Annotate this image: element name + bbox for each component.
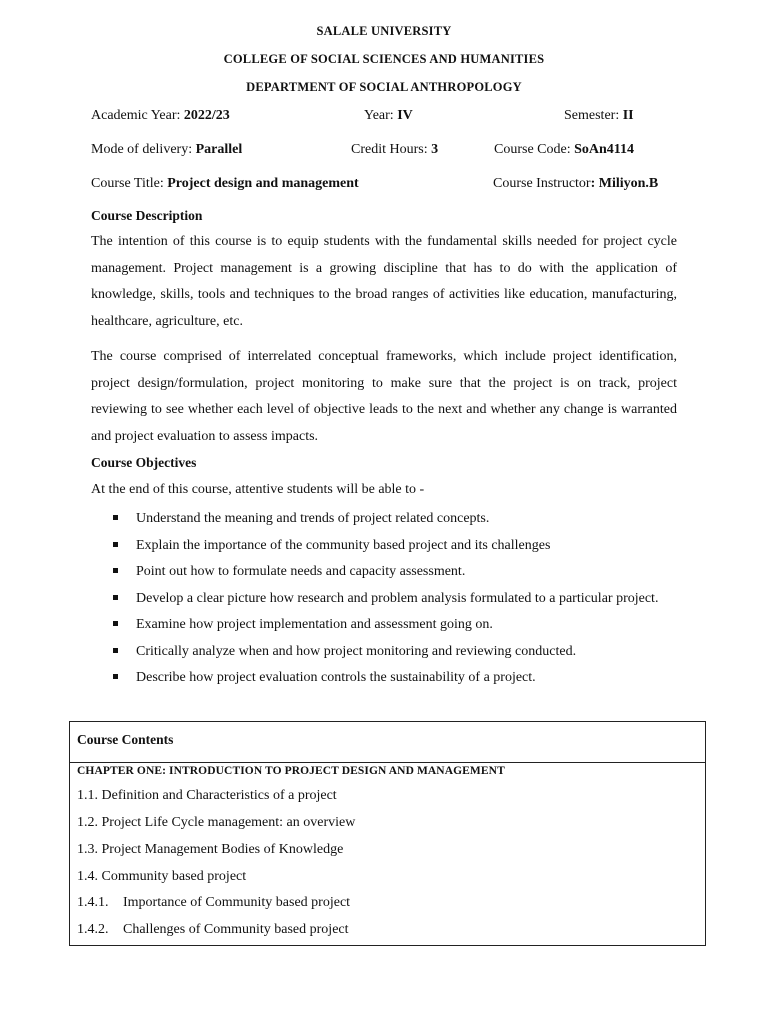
objective-item bbox=[91, 586, 677, 613]
content-item: 1.3. Project Management Bodies of Knowledge bbox=[77, 842, 344, 857]
bullet-icon bbox=[113, 674, 118, 679]
academic-year-value: 2022/23 bbox=[183, 108, 230, 123]
bullet-icon bbox=[113, 542, 118, 547]
objective-text: Understand the meaning and trends of project related concepts. bbox=[136, 511, 490, 526]
bullet-icon bbox=[113, 648, 118, 653]
college-name: COLLEGE OF SOCIAL SCIENCES AND HUMANITIES bbox=[223, 52, 545, 66]
semester-value: II bbox=[622, 108, 634, 123]
objective-item bbox=[91, 639, 677, 666]
content-item: 1.2. Project Life Cycle management: an overview bbox=[77, 815, 356, 830]
course-code bbox=[494, 142, 634, 158]
university-name: SALALE UNIVERSITY bbox=[316, 24, 452, 38]
description-paragraph-1: The intention of this course is to equip students with the fundamental skills needed for project cycle management. Project management is a growing discipline that has to do with the application of knowledge, skills, tools and techniques to the broad ranges of activities like education, manufacturing, healthcare, agriculture, etc. bbox=[91, 234, 677, 329]
bullet-icon bbox=[113, 568, 118, 573]
objective-item bbox=[91, 506, 677, 533]
semester-label: Semester: bbox=[564, 108, 623, 123]
subitem-text: Challenges of Community based project bbox=[123, 922, 349, 937]
year bbox=[364, 108, 413, 124]
contents-divider bbox=[70, 762, 705, 763]
code-label: Course Code: bbox=[494, 142, 575, 157]
credit-value: 3 bbox=[431, 142, 439, 157]
instructor-value: : Miliyon.B bbox=[590, 176, 659, 191]
department-name: DEPARTMENT OF SOCIAL ANTHROPOLOGY bbox=[246, 80, 522, 94]
subitem-number: 1.4.2. bbox=[77, 922, 109, 937]
credit-hours bbox=[351, 142, 438, 158]
academic-year bbox=[91, 108, 230, 124]
mode-of-delivery bbox=[91, 142, 242, 158]
bullet-icon bbox=[113, 621, 118, 626]
objective-item bbox=[91, 533, 677, 560]
objective-text: Develop a clear picture how research and problem analysis formulated to a particular project. bbox=[136, 590, 659, 606]
objective-item bbox=[91, 559, 677, 586]
objective-item bbox=[91, 665, 677, 692]
content-item: 1.1. Definition and Characteristics of a project bbox=[77, 788, 337, 803]
code-value: SoAn4114 bbox=[574, 142, 635, 157]
content-subitem bbox=[77, 895, 350, 911]
course-instructor bbox=[493, 176, 658, 192]
content-item: 1.4. Community based project bbox=[77, 869, 247, 884]
semester bbox=[564, 108, 634, 124]
title-value: Project design and management bbox=[167, 176, 359, 191]
subitem-number: 1.4.1. bbox=[77, 895, 109, 910]
course-title bbox=[91, 176, 359, 192]
course-description-heading: Course Description bbox=[91, 208, 203, 223]
objective-text: Critically analyze when and how project monitoring and reviewing conducted. bbox=[136, 643, 577, 659]
instructor-label: Course Instructor bbox=[493, 176, 591, 191]
objectives-list bbox=[91, 506, 677, 692]
course-contents-heading: Course Contents bbox=[77, 732, 174, 747]
objectives-intro: At the end of this course, attentive students will be able to - bbox=[91, 482, 425, 497]
subitem-text: Importance of Community based project bbox=[123, 895, 351, 910]
bullet-icon bbox=[113, 595, 118, 600]
title-label: Course Title: bbox=[91, 176, 168, 191]
course-contents-box bbox=[69, 721, 706, 946]
year-value: IV bbox=[397, 108, 413, 123]
credit-label: Credit Hours: bbox=[351, 142, 432, 157]
objective-text: Describe how project evaluation controls the sustainability of a project. bbox=[136, 670, 536, 685]
objective-text: Point out how to formulate needs and capacity assessment. bbox=[136, 564, 466, 579]
objective-text: Explain the importance of the community based project and its challenges bbox=[136, 537, 551, 553]
chapter-one-heading: CHAPTER ONE: INTRODUCTION TO PROJECT DESIGN AND MANAGEMENT bbox=[77, 765, 505, 777]
year-label: Year: bbox=[364, 108, 398, 123]
academic-year-label: Academic Year: bbox=[91, 108, 184, 123]
course-objectives-heading: Course Objectives bbox=[91, 455, 197, 470]
objective-text: Examine how project implementation and assessment going on. bbox=[136, 617, 493, 632]
description-paragraph-2: The course comprised of interrelated conceptual frameworks, which include project identification, project design/formulation, project monitoring to make sure that the project is on track, project reviewing to see whether each level of objective leads to the next and whether any change is warranted and project evaluation to assess impacts. bbox=[91, 349, 677, 444]
mode-value: Parallel bbox=[195, 142, 243, 157]
mode-label: Mode of delivery: bbox=[91, 142, 196, 157]
objective-item bbox=[91, 612, 677, 639]
bullet-icon bbox=[113, 515, 118, 520]
content-subitem bbox=[77, 922, 349, 938]
